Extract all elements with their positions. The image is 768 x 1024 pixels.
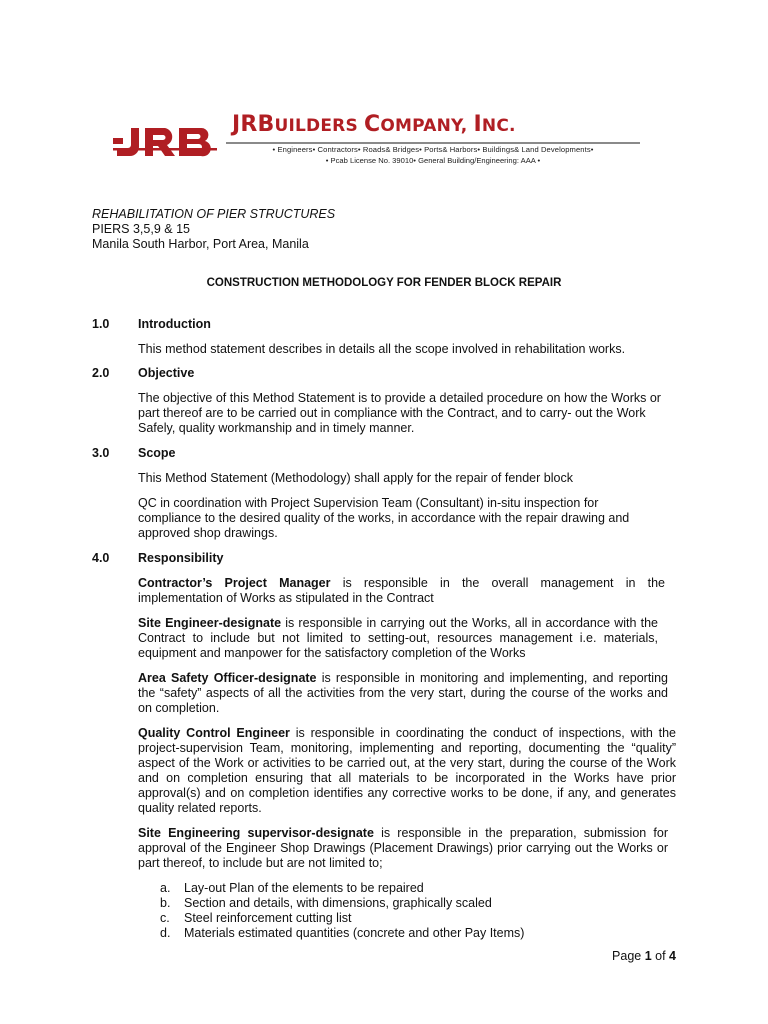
responsibility-site-engineer [138,616,658,661]
section-number: 1.0 [92,317,110,331]
section-paragraph: QC in coordination with Project Supervision Team (Consultant) in-situ inspection for compliance to the desired quality of the works, in accordance with the repair drawing and approved shop drawings. [138,496,630,540]
project-title: REHABILITATION OF PIER STRUCTURES [92,207,336,221]
deliverables-list [160,881,524,941]
role-title: Contractor’s Project Manager [138,576,331,590]
section-heading: Introduction [138,317,211,331]
list-item-text: Steel reinforcement cutting list [184,911,352,925]
project-piers: PIERS 3,5,9 & 15 [92,222,190,236]
role-title: Site Engineering supervisor-designate [138,826,374,840]
role-description: is responsible in monitoring and implementing, and reporting the “safety” aspects of all the activities from the very start, during the course of the works and on completion. [138,671,668,715]
list-item-text: Section and details, with dimensions, graphically scaled [184,896,492,910]
section-paragraph: The objective of this Method Statement is to provide a detailed procedure on how the Works or part thereof are to be carried out in compliance with the Contract, and to carry- out the Work Safely, quality workmanship and in timely manner. [138,391,661,435]
responsibility-qc-engineer [138,726,676,816]
list-marker: b. [160,896,171,910]
responsibility-project-manager [138,576,665,606]
section-paragraph: This Method Statement (Methodology) shall apply for the repair of fender block [138,471,573,485]
section-paragraph: This method statement describes in details all the scope involved in rehabilitation works. [138,342,626,356]
list-item-text: Materials estimated quantities (concrete and other Pay Items) [184,926,525,940]
section-heading: Responsibility [138,551,224,565]
section-heading: Objective [138,366,195,380]
list-marker: a. [160,881,171,895]
section-number: 2.0 [92,366,110,380]
letterhead-rule [226,142,640,144]
document-title: CONSTRUCTION METHODOLOGY FOR FENDER BLOCK REPAIR [206,277,562,289]
company-name: JRBUILDERS COMPANY, INC. [232,112,516,137]
role-title: Site Engineer-designate [138,616,282,630]
page-number: Page 1 of 4 [612,949,676,963]
list-marker: c. [160,911,170,925]
role-description: is responsible in carrying out the Works, all in accordance with the Contract to include but not limited to setting-out, resources management i.e. materials, equipment and manpower for the satisfactory completion of the Works [138,616,658,660]
company-license: • Pcab License No. 39010• General Building/Engineering: AAA • [325,156,541,165]
list-item [160,896,524,911]
role-title: Area Safety Officer-designate [138,671,317,685]
section-number: 4.0 [92,551,110,565]
section-heading: Scope [138,446,176,460]
role-description: is responsible in the overall management in the implementation of Works as stipulated in the Contract [138,576,666,605]
company-logo [113,124,217,160]
company-tagline: • Engineers• Contractors• Roads& Bridges• Ports& Harbors• Buildings& Land Developments• [272,145,594,154]
responsibility-site-supervisor [138,826,668,871]
role-title: Quality Control Engineer [138,726,290,740]
list-item-text: Lay-out Plan of the elements to be repaired [184,881,424,895]
role-description: is responsible in coordinating the conduct of inspections, with the project-supervision Team, monitoring, implementing and reporting, documenting the “quality” aspect of the Work or activities to be carried out, at the very start, during the course of the Work and on completion ensuring that all materials to be incorporated in the Works have prior approval(s) and on completion identifies any corrective works to be done, if any, and generates quality related reports. [138,726,676,815]
responsibility-safety-officer [138,671,668,716]
list-item [160,911,524,926]
role-description: is responsible in the preparation, submission for approval of the Engineer Shop Drawings (Placement Drawings) prior carrying out the Works or part thereof, to include but are not limited to; [138,826,668,870]
list-item [160,881,524,896]
list-marker: d. [160,926,171,940]
project-location: Manila South Harbor, Port Area, Manila [92,237,309,251]
list-item [160,926,524,941]
section-number: 3.0 [92,446,110,460]
